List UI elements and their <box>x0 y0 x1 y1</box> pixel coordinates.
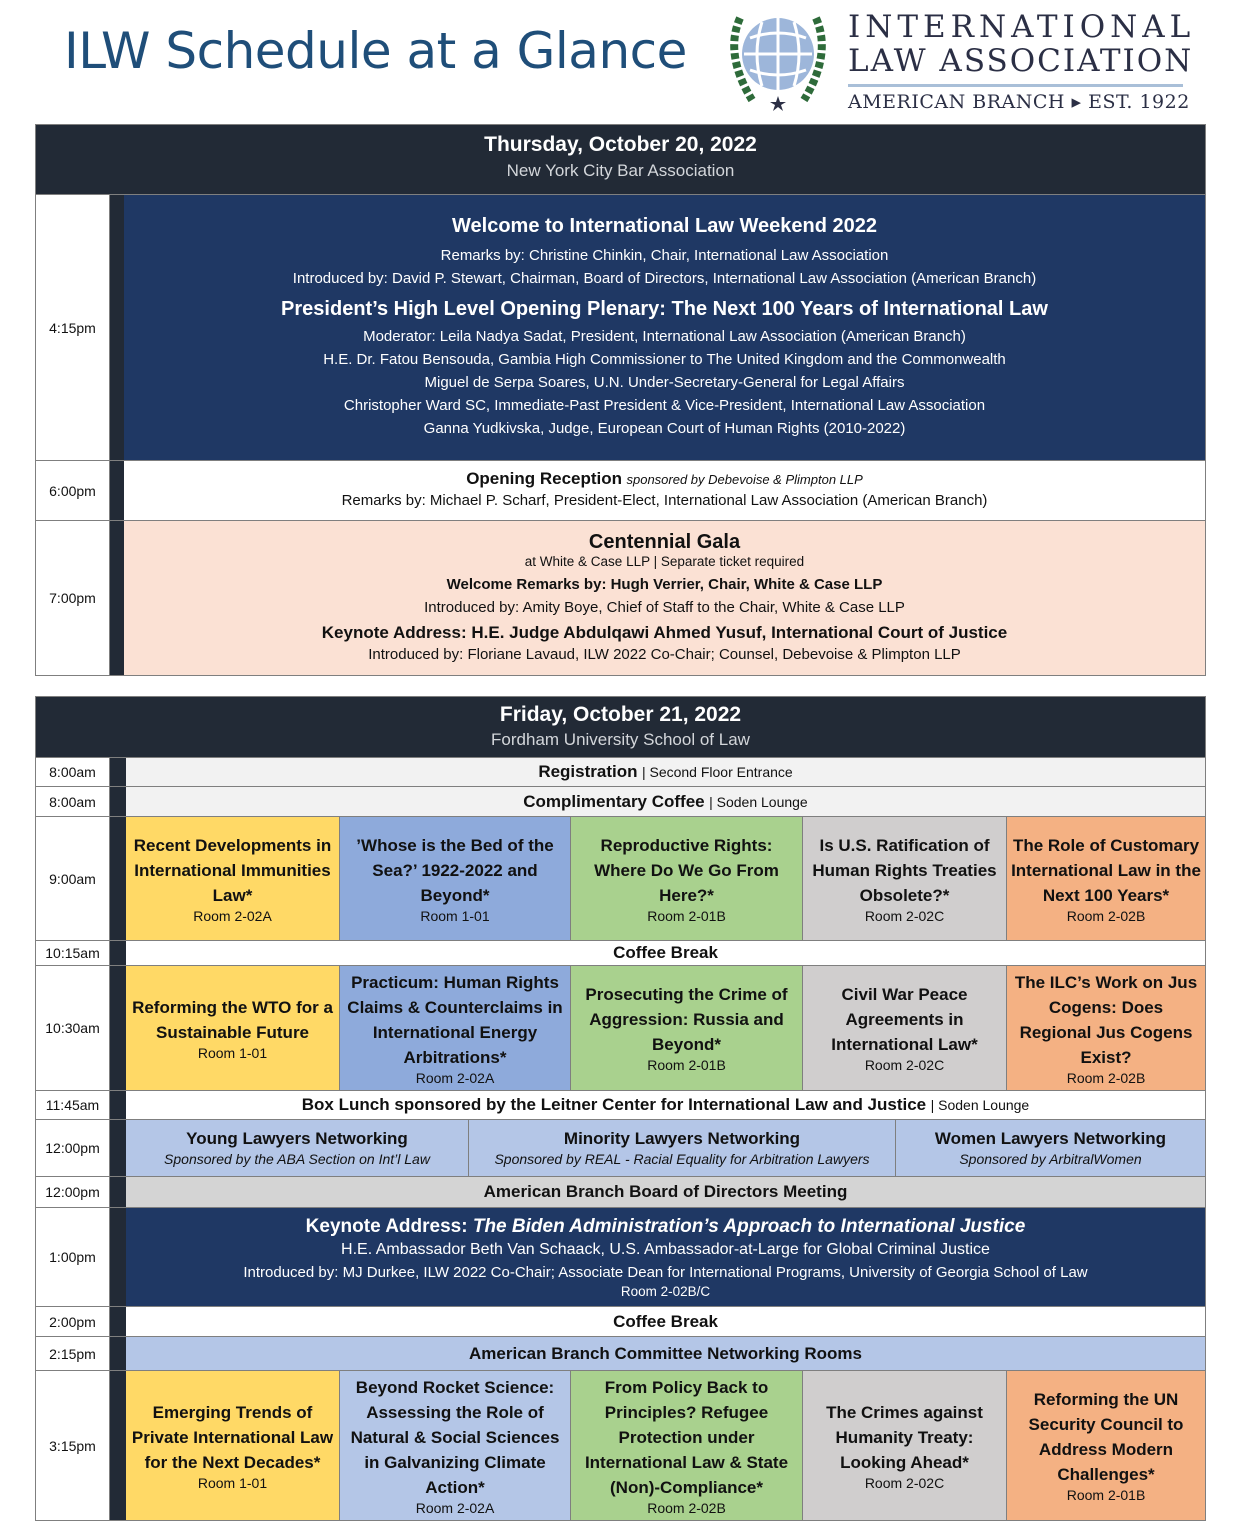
panel-card[interactable]: Civil War Peace Agreements in International Law* Room 2-02C <box>802 966 1006 1090</box>
time-label: 10:30am <box>36 966 110 1090</box>
panel-card[interactable]: The ILC’s Work on Jus Cogens: Does Regional Jus Cogens Exist? Room 2-02B <box>1006 966 1205 1090</box>
networking-events <box>126 1120 1205 1176</box>
timeline-bar <box>110 195 124 460</box>
panel-card[interactable]: From Policy Back to Principles? Refugee Protection under International Law & State (Non)-Compliance* Room 2-02B <box>570 1371 802 1520</box>
coffee-title: Complimentary Coffee <box>523 791 705 811</box>
thursday-header <box>36 125 1205 194</box>
coffee-break-event: Coffee Break <box>126 941 1205 965</box>
ila-logo <box>722 8 1196 113</box>
panel-card[interactable]: Is U.S. Ratification of Human Rights Treaties Obsolete?* Room 2-02C <box>802 817 1006 940</box>
time-label: 9:00am <box>36 817 110 940</box>
welcome-title: Welcome to International Law Weekend 2022 <box>452 215 877 237</box>
reception-remarks: Remarks by: Michael P. Scharf, President-Elect, International Law Association (American Branch) <box>341 492 988 509</box>
logo-divider <box>848 84 1183 87</box>
timeline-bar <box>110 966 126 1090</box>
schedule-row-600pm <box>36 460 1205 520</box>
timeline-bar <box>110 817 126 940</box>
gala-welcome: Welcome Remarks by: Hugh Verrier, Chair, White & Case LLP <box>446 575 883 593</box>
logo-line-3: AMERICAN BRANCH ▸ EST. 1922 <box>848 91 1190 113</box>
thursday-venue: New York City Bar Association <box>506 161 735 180</box>
schedule-row-100pm <box>36 1207 1205 1306</box>
gala-keynote: Keynote Address: H.E. Judge Abdulqawi Ahmed Yusuf, International Court of Justice <box>321 622 1008 642</box>
schedule-row-board <box>36 1176 1205 1207</box>
time-label: 8:00am <box>36 758 110 786</box>
timeline-bar <box>110 941 126 965</box>
session-panels <box>126 966 1205 1090</box>
panel-card[interactable]: The Crimes against Humanity Treaty: Looking Ahead* Room 2-02C <box>802 1371 1006 1520</box>
logo-line-2: LAW ASSOCIATION <box>848 43 1194 79</box>
networking-card[interactable]: Minority Lawyers Networking Sponsored by REAL - Racial Equality for Arbitration Lawyers <box>468 1120 895 1176</box>
registration-event <box>126 758 1205 786</box>
coffee-event <box>126 787 1205 816</box>
plenary-title: President’s High Level Opening Plenary: The Next 100 Years of International Law <box>281 298 1048 320</box>
session-panels <box>126 1371 1205 1520</box>
time-label: 6:00pm <box>36 461 110 520</box>
keynote-intro: Introduced by: MJ Durkee, ILW 2022 Co-Chair; Associate Dean for International Programs, University of Georgia School of Law <box>243 1263 1088 1281</box>
panel-card[interactable]: Prosecuting the Crime of Aggression: Russia and Beyond* Room 2-01B <box>570 966 802 1090</box>
timeline-bar <box>110 787 126 816</box>
time-label: 12:00pm <box>36 1120 110 1176</box>
panel-card[interactable]: Reproductive Rights: Where Do We Go From Here?* Room 2-01B <box>570 817 802 940</box>
opening-reception-event <box>124 461 1205 520</box>
keynote-speaker: H.E. Ambassador Beth Van Schaack, U.S. Ambassador-at-Large for Global Criminal Justice <box>341 1240 990 1258</box>
coffee-break-event: Coffee Break <box>126 1307 1205 1336</box>
thursday-schedule <box>35 124 1206 676</box>
friday-schedule <box>35 696 1206 1521</box>
registration-title: Registration <box>538 762 638 781</box>
timeline-bar <box>110 758 126 786</box>
time-label: 7:00pm <box>36 521 110 675</box>
welcome-remarks: Remarks by: Christine Chinkin, Chair, International Law Association <box>440 247 889 264</box>
schedule-row-415pm <box>36 194 1205 460</box>
committee-rooms-event: American Branch Committee Networking Rooms <box>126 1337 1205 1370</box>
time-label: 2:15pm <box>36 1337 110 1370</box>
timeline-bar <box>110 1208 126 1306</box>
reception-sponsor: sponsored by Debevoise & Plimpton LLP <box>626 472 863 487</box>
coffee-location: | Soden Lounge <box>709 793 808 810</box>
time-label: 10:15am <box>36 941 110 965</box>
schedule-row-coffee <box>36 786 1205 816</box>
friday-header <box>36 697 1205 757</box>
networking-card[interactable]: Women Lawyers Networking Sponsored by ArbitralWomen <box>895 1120 1205 1176</box>
schedule-row-315pm <box>36 1370 1205 1520</box>
panel-card[interactable]: Reforming the WTO for a Sustainable Future Room 1-01 <box>126 966 339 1090</box>
gala-welcome-intro: Introduced by: Amity Boye, Chief of Staff to the Chair, White & Case LLP <box>424 598 905 616</box>
plenary-speaker: Christopher Ward SC, Immediate-Past President & Vice-President, International Law Association <box>343 397 986 414</box>
logo-line-1: INTERNATIONAL <box>848 9 1196 45</box>
schedule-row-committee <box>36 1336 1205 1370</box>
panel-card[interactable]: Emerging Trends of Private International Law for the Next Decades* Room 1-01 <box>126 1371 339 1520</box>
page-title: ILW Schedule at a Glance <box>64 22 687 80</box>
panel-card[interactable]: Beyond Rocket Science: Assessing the Role of Natural & Social Sciences in Galvanizing Climate Action* Room 2-02A <box>339 1371 570 1520</box>
schedule-row-registration <box>36 757 1205 786</box>
timeline-bar <box>110 1177 126 1207</box>
timeline-bar <box>110 521 124 675</box>
box-lunch-event: Box Lunch sponsored by the Leitner Center for International Law and Justice | Soden Lounge <box>126 1091 1205 1119</box>
timeline-bar <box>110 1120 126 1176</box>
panel-card[interactable]: Recent Developments in International Immunities Law* Room 2-02A <box>126 817 339 940</box>
schedule-row-1030am <box>36 965 1205 1090</box>
networking-card[interactable]: Young Lawyers Networking Sponsored by the ABA Section on Int’l Law <box>126 1120 468 1176</box>
time-label: 12:00pm <box>36 1177 110 1207</box>
time-label: 4:15pm <box>36 195 110 460</box>
schedule-row-break1 <box>36 940 1205 965</box>
friday-date: Friday, October 21, 2022 <box>499 703 742 726</box>
schedule-row-900am <box>36 816 1205 940</box>
schedule-row-break2 <box>36 1306 1205 1336</box>
gala-title: Centennial Gala <box>588 530 741 553</box>
timeline-bar <box>110 1337 126 1370</box>
plenary-speaker: Ganna Yudkivska, Judge, European Court of Human Rights (2010-2022) <box>423 420 906 437</box>
schedule-row-lunch <box>36 1090 1205 1119</box>
time-label: 3:15pm <box>36 1371 110 1520</box>
timeline-bar <box>110 1371 126 1520</box>
gala-keynote-intro: Introduced by: Floriane Lavaud, ILW 2022 Co-Chair; Counsel, Debevoise & Plimpton LLP <box>368 645 961 663</box>
timeline-bar <box>110 1307 126 1336</box>
keynote-room: Room 2-02B/C <box>620 1283 711 1299</box>
globe-laurel-icon <box>722 8 834 112</box>
panel-card[interactable]: ’Whose is the Bed of the Sea?’ 1922-2022 and Beyond* Room 1-01 <box>339 817 570 940</box>
timeline-bar <box>110 1091 126 1119</box>
plenary-moderator: Moderator: Leila Nadya Sadat, President, International Law Association (American Branch) <box>363 328 966 345</box>
time-label: 2:00pm <box>36 1307 110 1336</box>
registration-location: | Second Floor Entrance <box>641 764 793 780</box>
welcome-plenary-event <box>124 195 1205 460</box>
keynote-event: Keynote Address: The Biden Administration’s Approach to International Justice H.E. Ambassador Beth Van Schaack, U.S. Ambassador-at-Large for Global Criminal Justice Introduced by: MJ Durkee, ILW 2022 Co-Chair; Associate Dean for International Programs, University of Georgia School of Law Room 2-02B/C <box>126 1208 1205 1306</box>
schedule-row-700pm <box>36 520 1205 675</box>
gala-subtitle: at White & Case LLP | Separate ticket required <box>524 553 805 569</box>
plenary-speaker: H.E. Dr. Fatou Bensouda, Gambia High Commissioner to The United Kingdom and the Commonwealth <box>323 351 1006 368</box>
schedule-row-networking <box>36 1119 1205 1176</box>
board-meeting-event: American Branch Board of Directors Meeting <box>126 1177 1205 1207</box>
thursday-date: Thursday, October 20, 2022 <box>484 133 757 156</box>
welcome-intro: Introduced by: David P. Stewart, Chairman, Board of Directors, International Law Association (American Branch) <box>292 270 1037 287</box>
time-label: 8:00am <box>36 787 110 816</box>
panel-card[interactable]: The Role of Customary International Law in the Next 100 Years* Room 2-02B <box>1006 817 1205 940</box>
centennial-gala-event <box>124 521 1205 675</box>
time-label: 11:45am <box>36 1091 110 1119</box>
reception-title: Opening Reception <box>466 469 623 488</box>
timeline-bar <box>110 461 124 520</box>
panel-card[interactable]: Reforming the UN Security Council to Address Modern Challenges* Room 2-01B <box>1006 1371 1205 1520</box>
session-panels <box>126 817 1205 940</box>
panel-card[interactable]: Practicum: Human Rights Claims & Counterclaims in International Energy Arbitrations* Room 2-02A <box>339 966 570 1090</box>
time-label: 1:00pm <box>36 1208 110 1306</box>
friday-venue: Fordham University School of Law <box>491 730 750 749</box>
plenary-speaker: Miguel de Serpa Soares, U.N. Under-Secretary-General for Legal Affairs <box>424 374 905 391</box>
